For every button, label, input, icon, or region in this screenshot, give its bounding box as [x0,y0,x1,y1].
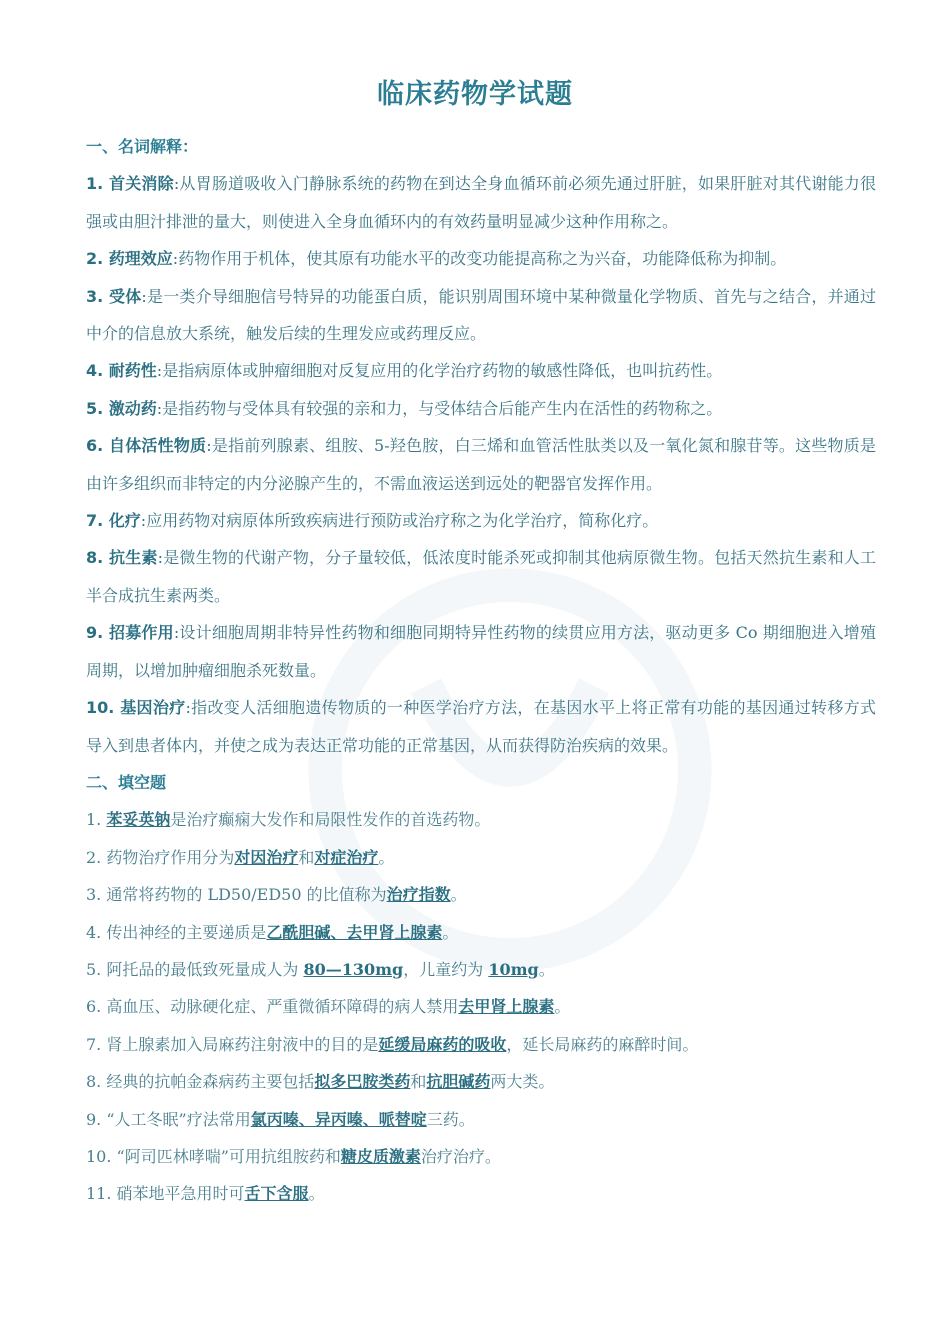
question-text: ，儿童约为 [403,959,489,979]
question-text: 3. 通常将药物的 LD50/ED50 的比值称为 [86,885,387,905]
definitions-list [86,165,876,764]
term-name: 10. 基因治疗 [86,698,186,718]
term-name: 7. 化疗 [86,511,141,531]
answer-underlined: 对因治疗 [234,847,299,867]
question-text: 2. 药物治疗作用分为 [86,847,235,867]
term-definition: :是指病原体或肿瘤细胞对反复应用的化学治疗药物的敏感性降低，也叫抗药性。 [156,361,723,381]
answer-underlined: 抗胆碱药 [426,1072,491,1092]
term-definition: :是微生物的代谢产物，分子量较低，低浓度时能杀死或抑制其他病原微生物。包括天然抗生素和人工半合成抗生素两类。 [86,548,876,605]
fill-item [86,1101,876,1138]
page-title: 临床药物学试题 [377,79,573,110]
question-text: 4. 传出神经的主要递质是 [86,922,267,942]
answer-underlined: 舌下含服 [244,1184,309,1204]
definition-item [86,427,876,502]
answer-underlined: 治疗指数 [386,885,451,905]
fill-item [86,1175,876,1212]
answer-underlined: 去甲肾上腺素 [458,997,555,1017]
term-definition: :是一类介导细胞信号特异的功能蛋白质，能识别周围环境中某种微量化学物质、首先与之结合，并通过中介的信息放大系统，触发后续的生理发应或药理反应。 [86,286,876,344]
question-text: 两大类。 [490,1072,555,1092]
term-name: 8. 抗生素 [86,548,158,568]
question-text: 。 [538,959,555,979]
question-text: 8. 经典的抗帕金森病药主要包括 [86,1072,315,1092]
definition-item [86,278,876,353]
question-text: 和 [410,1072,427,1092]
question-text: 和 [298,847,315,867]
answer-underlined: 糖皮质激素 [340,1146,421,1166]
question-text: 。 [450,885,467,905]
definition-item [86,502,876,539]
term-name: 1. 首关消除 [86,174,174,194]
term-name: 6. 自体活性物质 [86,436,207,456]
question-text: 治疗治疗。 [420,1146,501,1166]
question-text: 11. 硝苯地平急用时可 [86,1184,245,1204]
answer-underlined: 拟多巴胺类药 [314,1072,411,1092]
fill-item [86,876,876,913]
term-definition: :指改变人活细胞遗传物质的一种医学治疗方法，在基因水平上将正常有功能的基因通过转移方式导入到患者体内，并使之成为表达正常功能的正常基因，从而获得防治疾病的效果。 [86,698,876,755]
question-text: 。 [308,1184,325,1204]
term-name: 2. 药理效应 [86,249,173,269]
question-text: 。 [554,997,571,1017]
term-definition: :设计细胞周期非特异性药物和细胞同期特异性药物的续贯应用方法，驱动更多 Co 期细胞进入增殖周期，以增加肿瘤细胞杀死数量。 [86,623,876,680]
answer-underlined: 10mg [488,959,539,979]
fill-item [86,801,876,838]
answer-underlined: 苯妥英钠 [106,810,171,830]
question-text: 。 [442,922,459,942]
section-heading-fill-blank: 二、填空题 [86,772,167,792]
question-text: 三药。 [426,1109,475,1129]
answer-underlined: 对症治疗 [314,847,379,867]
fill-item [86,1138,876,1175]
question-text: ，延长局麻药的麻醉时间。 [506,1034,699,1054]
fill-item [86,839,876,876]
content-body [86,128,876,1213]
definition-item [86,165,876,240]
term-definition: :是指药物与受体具有较强的亲和力，与受体结合后能产生内在活性的药物称之。 [156,398,723,418]
definition-item [86,689,876,764]
fill-item [86,988,876,1025]
question-text: 5. 阿托品的最低致死量成人为 [86,959,304,979]
fill-blank-list [86,801,876,1212]
answer-underlined: 80—130mg [303,959,404,979]
question-text: 10. “阿司匹林哮喘”可用抗组胺药和 [86,1146,341,1166]
fill-item [86,951,876,988]
fill-item [86,1026,876,1063]
definition-item [86,390,876,427]
definition-item [86,614,876,689]
question-text: 。 [378,847,395,867]
term-name: 5. 激动药 [86,398,157,418]
term-definition: :是指前列腺素、组胺、5-羟色胺，白三烯和血管活性肽类以及一氧化氮和腺苷等。这些物质是由许多组织而非特定的内分泌腺产生的，不需血液运送到远处的靶器官发挥作用。 [86,436,876,493]
term-definition: :应用药物对病原体所致疾病进行预防或治疗称之为化学治疗，简称化疗。 [140,511,659,531]
answer-underlined: 氯丙嗪、异丙嗪、哌替啶 [250,1109,427,1129]
answer-underlined: 乙酰胆碱、去甲肾上腺素 [266,922,443,942]
term-name: 9. 招募作用 [86,623,174,643]
definition-item [86,240,876,277]
definition-item [86,539,876,614]
section-heading-definitions: 一、名词解释： [86,137,199,156]
fill-item [86,1063,876,1100]
term-name: 4. 耐药性 [86,361,157,381]
question-text: 9. “人工冬眠”疗法常用 [86,1109,251,1129]
fill-item [86,914,876,951]
term-definition: :从胃肠道吸收入门静脉系统的药物在到达全身血循环前必须先通过肝脏，如果肝脏对其代谢能力很强或由胆汁排泄的量大，则使进入全身血循环内的有效药量明显减少这种作用称之。 [86,174,876,231]
question-text: 1. [86,810,107,830]
answer-underlined: 延缓局麻药的吸收 [378,1034,507,1054]
question-text: 7. 肾上腺素加入局麻药注射液中的目的是 [86,1034,379,1054]
question-text: 是治疗癫痫大发作和局限性发作的首选药物。 [170,810,491,830]
term-definition: :药物作用于机体，使其原有功能水平的改变功能提高称之为兴奋，功能降低称为抑制。 [172,249,787,269]
term-name: 3. 受体 [86,286,142,306]
definition-item [86,352,876,389]
question-text: 6. 高血压、动脉硬化症、严重微循环障碍的病人禁用 [86,997,459,1017]
